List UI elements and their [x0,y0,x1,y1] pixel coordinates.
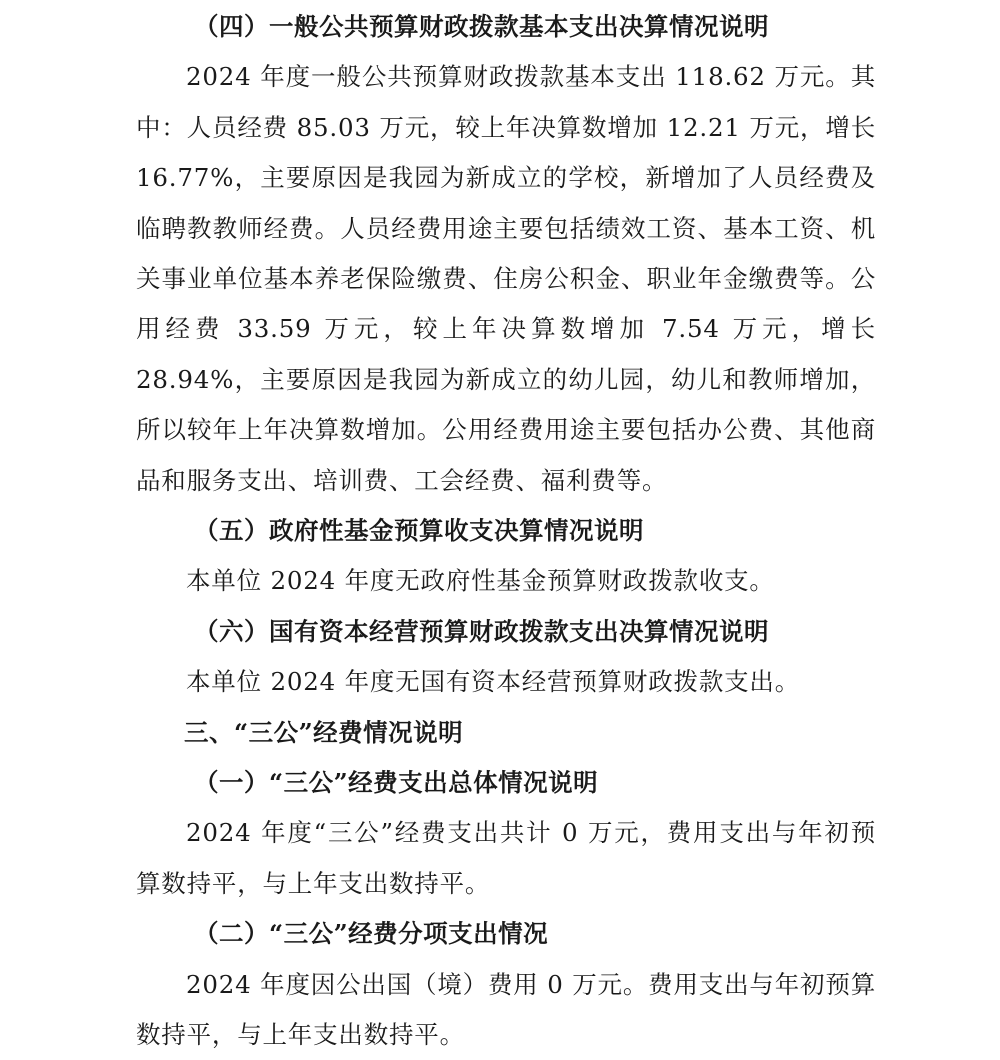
section-6-heading: （六）国有资本经营预算财政拨款支出决算情况说明 [194,616,769,646]
section-5-heading: （五）政府性基金预算收支决算情况说明 [194,516,644,546]
part-3-heading: 三、“三公”经费情况说明 [184,717,464,747]
part-3-2-paragraph: 2024 年度因公出国（境）费用 0 万元。费用支出与年初预算数持平，与上年支出数持平。 [136,969,876,1049]
part-3-1-heading: （一）“三公”经费支出总体情况说明 [194,768,599,797]
part-3-2-heading: （二）“三公”经费分项支出情况 [194,919,549,949]
document-body [136,2,876,1060]
section-4-heading: （四）一般公共预算财政拨款基本支出决算情况说明 [194,12,769,41]
part-3-1-paragraph: 2024 年度“三公”经费支出共计 0 万元，费用支出与年初预算数持平，与上年支出数持平。 [136,818,876,898]
section-4-paragraph: 2024 年度一般公共预算财政拨款基本支出 118.62 万元。其中：人员经费 85.03 万元，较上年决算数增加 12.21 万元，增长 16.77%，主要原因是我园为新成立的学校，新增加了人员经费及临聘教教师经费。人员经费用途主要包括绩效工资、基本工资、机关事业单位基本养老保险缴费、住房公积金、职业年金缴费等。公用经费 33.59 万元，较上年决算数增加 7.54 万元，增长 28.94%，主要原因是我园为新成立的幼儿园，幼儿和教师增加，所以较年上年决算数增加。公用经费用途主要包括办公费、其他商品和服务支出、培训费、工会经费、福利费等。 [136,62,876,495]
section-6-paragraph: 本单位 2024 年度无国有资本经营预算财政拨款支出。 [186,667,801,697]
section-5-paragraph: 本单位 2024 年度无政府性基金预算财政拨款收支。 [186,566,775,596]
